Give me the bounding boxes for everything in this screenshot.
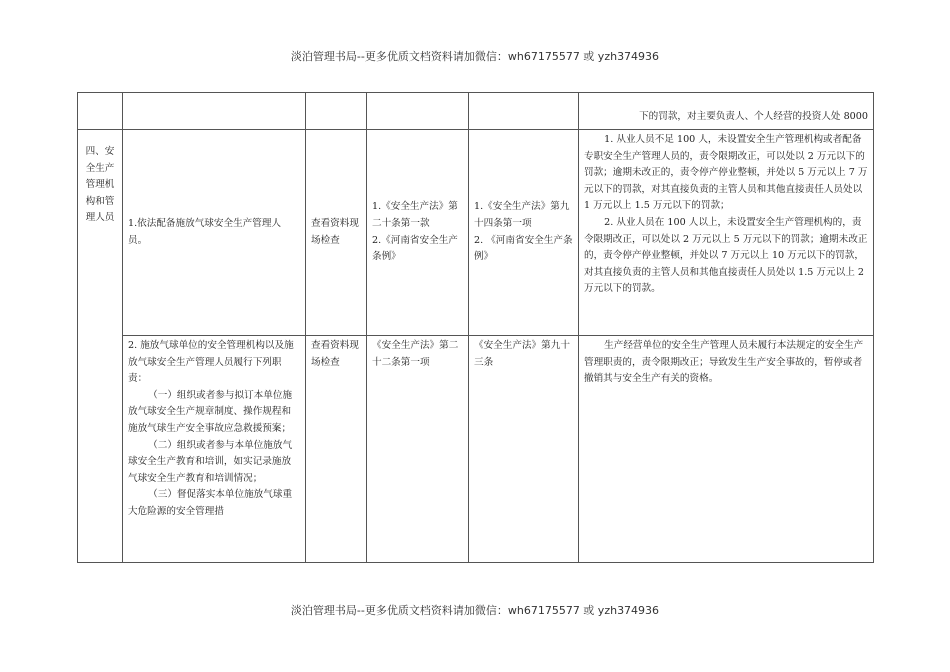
basis-text: 《安全生产法》第二十二条第一项 (372, 340, 459, 368)
penalty-basis-text: 《安全生产法》第九十三条 (474, 340, 570, 368)
basis-line: 2.《河南省安全生产条例》 (372, 234, 458, 263)
basis-cell (367, 130, 469, 336)
page-footer: 淡泊管理书局--更多优质文档资料请加微信：wh67175577 或 yzh374936 (290, 604, 660, 617)
category-cell (78, 93, 123, 130)
method-cell (306, 93, 367, 130)
category-label: 四、安全生产管理机构和管理人员 (85, 146, 115, 224)
basis-cell (367, 93, 469, 130)
penalty-basis-line: 1.《安全生产法》第九十四条第一项 (474, 201, 570, 229)
requirement-text: 1.依法配备施放气球安全生产管理人员。 (128, 217, 282, 246)
penalty-text: 下的罚款，对主要负责人、个人经营的投资人处 8000 (639, 111, 868, 122)
category-cell (78, 130, 123, 563)
table-row-item1 (78, 130, 874, 336)
penalty-cell (579, 336, 874, 563)
duty-item: （三）督促落实本单位施放气球重大危险源的安全管理措 (128, 489, 293, 517)
method-cell (306, 336, 367, 563)
basis-line: 1.《安全生产法》第二十条第一款 (372, 201, 458, 229)
page-header: 淡泊管理书局--更多优质文档资料请加微信：wh67175577 或 yzh374936 (290, 50, 660, 63)
table-row-item2 (78, 336, 874, 563)
duty-item: （二）组织或者参与本单位施放气球安全生产教育和培训，如实记录施放气球安全生产教育和培训情况； (128, 439, 293, 484)
method-text: 查看资料现场检查 (311, 340, 359, 368)
penalty-paragraph: 生产经营单位的安全生产管理人员未履行本法规定的安全生产管理职责的，责令限期改正；导致发生生产安全事故的，暂停或者撤销其与安全生产有关的资格。 (584, 340, 864, 385)
penalty-basis-cell (469, 130, 579, 336)
penalty-cell (579, 130, 874, 336)
basis-cell (367, 336, 469, 563)
requirement-intro: 2. 施放气球单位的安全管理机构以及施放气球安全生产管理人员履行下列职责： (128, 340, 294, 385)
penalty-basis-cell (469, 336, 579, 563)
penalty-basis-line: 2. 《河南省安全生产条例》 (474, 234, 573, 263)
penalty-paragraph: 1. 从业人员不足 100 人，未设置安全生产管理机构或者配备专职安全生产管理人员的，责令限期改正，可以处以 2 万元以下的罚款；逾期未改正的，责令停产停业整顿，并处以 5 万元以上 7 万元以下的罚款，对其直接负责的主管人员和其他直接责任人员处以 1 万元以上 1.5 万元以下的罚款； (584, 134, 868, 212)
requirement-cell (123, 93, 306, 130)
requirement-cell (123, 336, 306, 563)
penalty-paragraph: 2. 从业人员在 100 人以上，未设置安全生产管理机构的，责令限期改正，可以处以 2 万元以上 5 万元以下的罚款；逾期未改正的，责令停产停业整顿，并处以 7 万元以上 10 万元以下的罚款，对其直接负责的主管人员和其他直接责任人员处以 1.5 万元以上 2 万元以下的罚款。 (584, 216, 868, 295)
method-text: 查看资料现场检查 (311, 217, 359, 246)
requirement-cell (123, 130, 306, 336)
inspection-table (77, 92, 874, 563)
method-cell (306, 130, 367, 336)
table-row-continued (78, 93, 874, 130)
penalty-cell (579, 93, 874, 130)
duty-item: （一）组织或者参与拟订本单位施放气球安全生产规章制度、操作规程和施放气球生产安全事故应急救援预案； (128, 389, 293, 434)
penalty-basis-cell (469, 93, 579, 130)
